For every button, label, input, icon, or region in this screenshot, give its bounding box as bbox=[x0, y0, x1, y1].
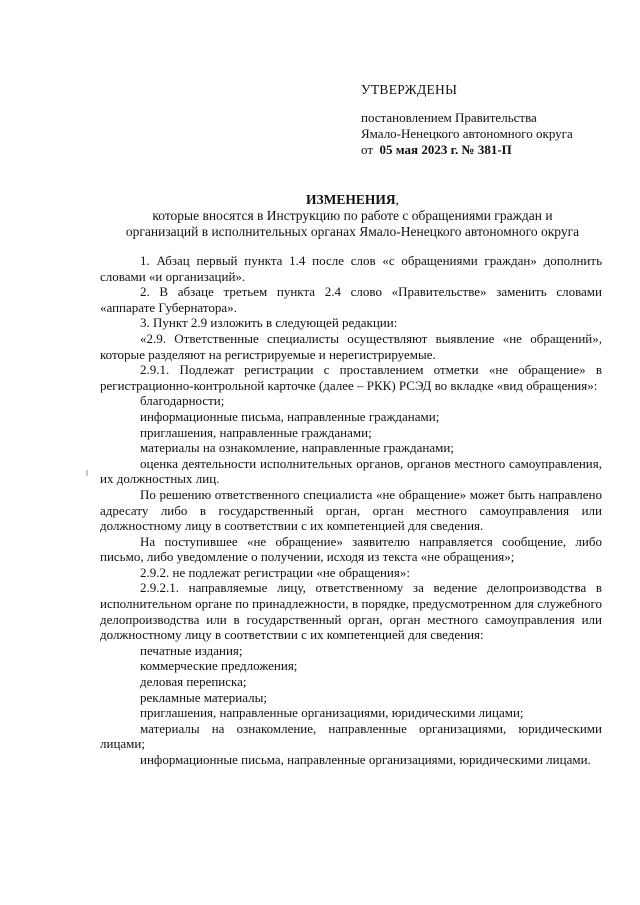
list-item: материалы на ознакомление, направленные гражданами; bbox=[140, 440, 454, 456]
list-item: благодарности; bbox=[140, 393, 225, 409]
list-item: материалы на ознакомление, направленные организациями, юридическими лицами; bbox=[100, 720, 602, 752]
scan-mark bbox=[86, 470, 88, 476]
subtitle-line-2: организаций в исполнительных органах Ямало-Ненецкого автономного округа bbox=[125, 224, 580, 239]
page-title: ИЗМЕНЕНИЯ bbox=[305, 192, 396, 207]
list-item: коммерческие предложения; bbox=[140, 658, 298, 674]
approved-label: УТВЕРЖДЕНЫ bbox=[361, 82, 458, 97]
approval-line-1: постановлением Правительства bbox=[361, 110, 537, 125]
title-comma: , bbox=[395, 192, 399, 207]
list-item: деловая переписка; bbox=[140, 674, 247, 690]
paragraph: 2.9.2. не подлежат регистрации «не обращения»: bbox=[140, 564, 410, 580]
approval-line-2: Ямало-Ненецкого автономного округа bbox=[361, 126, 573, 141]
paragraph: «2.9. Ответственные специалисты осуществляют выявление «не обращений», которые разделяют на регистрируемые и нерегистрируемые. bbox=[100, 330, 602, 362]
paragraph: 1. Абзац первый пункта 1.4 после слов «с обращениями граждан» дополнить словами «и организаций». bbox=[100, 253, 602, 284]
date-prefix: от bbox=[361, 142, 374, 157]
heading-line bbox=[100, 192, 605, 208]
list-item: оценка деятельности исполнительных органов, органов местного самоуправления, их должностных лиц. bbox=[100, 455, 602, 487]
list-item: приглашения, направленные гражданами; bbox=[140, 424, 372, 440]
paragraph: По решению ответственного специалиста «не обращение» может быть направлено адресату либо в государственный орган, орган местного самоуправления или должностному лицу в соответствии с их компетенцией для сведения. bbox=[100, 486, 602, 534]
subtitle-line-1: которые вносятся в Инструкцию по работе с обращениями граждан и bbox=[152, 208, 553, 223]
list-item: информационные письма, направленные организациями, юридическими лицами. bbox=[140, 752, 591, 767]
approval-block bbox=[361, 82, 621, 158]
paragraph: 2.9.2.1. направляемые лицу, ответственному за ведение делопроизводства в исполнительном органе по принадлежности, в порядке, предусмотренном для служебного делопроизводства или в государственный орган, орган местного самоуправления или должностному лицу в соответствии с их компетенцией для сведения: bbox=[100, 580, 602, 643]
title-block bbox=[100, 192, 605, 240]
paragraph: 2. В абзаце третьем пункта 2.4 слово «Правительстве» заменить словами «аппарате Губернатора». bbox=[100, 284, 602, 315]
paragraph: 2.9.1. Подлежат регистрации с проставлением отметки «не обращение» в регистрационно-контрольной карточке (далее – РКК) РСЭД во вкладке «вид обращения»: bbox=[100, 362, 602, 393]
paragraph: 3. Пункт 2.9 изложить в следующей редакции: bbox=[140, 315, 398, 331]
date-value: 05 мая 2023 г. № 381-П bbox=[379, 142, 512, 157]
approval-date-line bbox=[361, 142, 621, 158]
list-item: приглашения, направленные организациями, юридическими лицами; bbox=[140, 705, 524, 721]
document-body bbox=[100, 253, 602, 768]
list-item: печатные издания; bbox=[140, 642, 243, 658]
list-item: информационные письма, направленные гражданами; bbox=[140, 408, 440, 424]
list-item: рекламные материалы; bbox=[140, 689, 267, 705]
paragraph: На поступившее «не обращение» заявителю направляется сообщение, либо письмо, либо уведомление о получении, исходя из текста «не обращения»; bbox=[100, 533, 602, 565]
